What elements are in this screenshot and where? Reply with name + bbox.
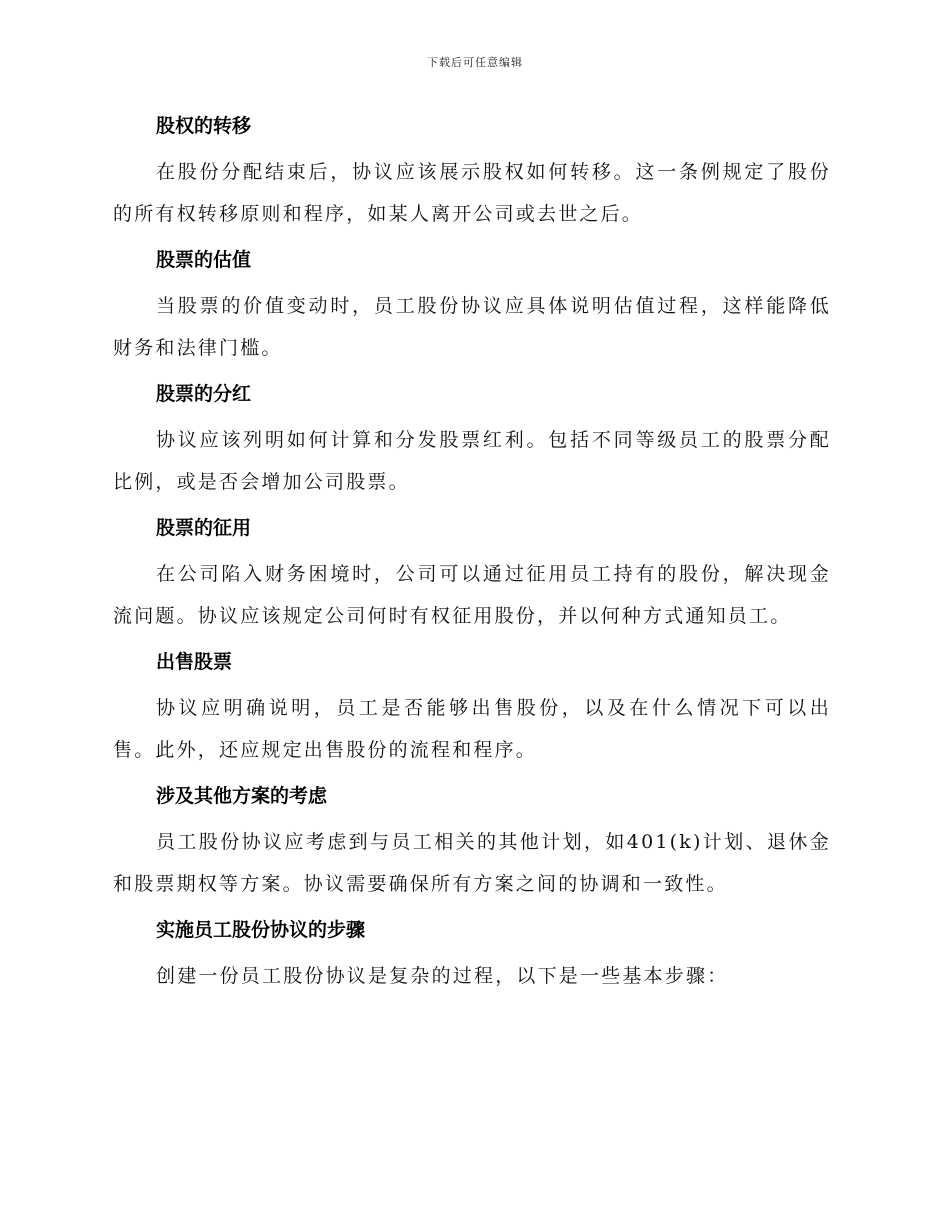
section-heading-implementation-steps: 实施员工股份协议的步骤	[156, 919, 366, 941]
page-header: 下载后可任意编辑	[427, 56, 523, 69]
section-heading-selling-stock: 出售股票	[156, 651, 233, 673]
section-body-selling-stock: 协议应明确说明，员工是否能够出售股份，以及在什么情况下可以出售。此外，还应规定出售股份的流程和程序。	[113, 697, 831, 761]
section-heading-equity-transfer: 股权的转移	[156, 115, 252, 137]
section-body-stock-dividend: 协议应该列明如何计算和分发股票红利。包括不同等级员工的股票分配比例，或是否会增加公司股票。	[113, 429, 831, 493]
section-heading-stock-requisition: 股票的征用	[156, 517, 252, 539]
section-body-stock-valuation: 当股票的价值变动时，员工股份协议应具体说明估值过程，这样能降低财务和法律门槛。	[113, 295, 831, 359]
section-body-equity-transfer: 在股份分配结束后，协议应该展示股权如何转移。这一条例规定了股份的所有权转移原则和程序，如某人离开公司或去世之后。	[113, 161, 831, 225]
section-heading-stock-dividend: 股票的分红	[156, 383, 252, 405]
document-body	[113, 108, 831, 1004]
section-heading-other-plans: 涉及其他方案的考虑	[156, 785, 328, 807]
section-body-stock-requisition: 在公司陷入财务困境时，公司可以通过征用员工持有的股份，解决现金流问题。协议应该规定公司何时有权征用股份，并以何种方式通知员工。	[113, 563, 831, 627]
section-body-other-plans: 员工股份协议应考虑到与员工相关的其他计划，如401(k)计划、退休金和股票期权等方案。协议需要确保所有方案之间的协调和一致性。	[113, 831, 831, 895]
section-body-implementation-steps: 创建一份员工股份协议是复杂的过程，以下是一些基本步骤：	[156, 965, 729, 987]
section-heading-stock-valuation: 股票的估值	[156, 249, 252, 271]
